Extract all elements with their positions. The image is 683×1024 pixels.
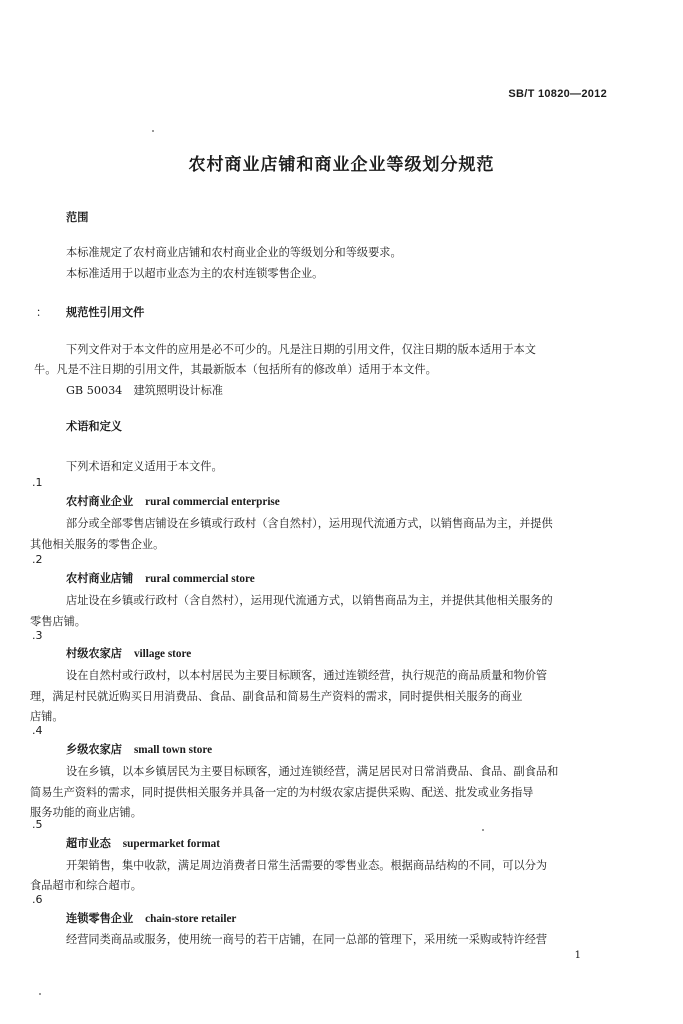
refs-heading-number: ： bbox=[36, 306, 48, 319]
term-definition-line: 其他相关服务的零售企业。 bbox=[30, 538, 165, 551]
refs-heading: 规范性引用文件 bbox=[66, 306, 145, 319]
term-number: .6 bbox=[32, 893, 43, 906]
term-title bbox=[66, 645, 191, 661]
scan-speck bbox=[39, 993, 41, 995]
terms-heading: 术语和定义 bbox=[66, 420, 122, 433]
term-definition-line: 设在乡镇，以本乡镇居民为主要目标顾客，通过连锁经营，满足居民对日常消费品、食品、副食品和 bbox=[66, 765, 559, 778]
term-number: .1 bbox=[32, 476, 43, 489]
term-zh: 农村商业店铺 bbox=[66, 572, 134, 585]
term-title bbox=[66, 493, 280, 509]
term-number: .3 bbox=[32, 629, 43, 642]
terms-intro: 下列术语和定义适用于本文件。 bbox=[66, 460, 223, 473]
refs-paragraph-2: 牛。凡是不注日期的引用文件，其最新版本（包括所有的修改单）适用于本文件。 bbox=[34, 363, 437, 376]
scope-heading: 范围 bbox=[66, 211, 89, 224]
term-definition-line: 店址设在乡镇或行政村（含自然村），运用现代流通方式，以销售商品为主，并提供其他相关服务的 bbox=[66, 594, 553, 607]
term-en: rural commercial store bbox=[145, 573, 255, 585]
term-en: chain-store retailer bbox=[145, 913, 237, 925]
term-zh: 农村商业企业 bbox=[66, 495, 134, 508]
term-title bbox=[66, 835, 220, 851]
term-en: village store bbox=[133, 648, 192, 660]
term-en: rural commercial enterprise bbox=[145, 496, 280, 508]
term-en: small town store bbox=[133, 744, 213, 756]
term-en: supermarket format bbox=[122, 838, 221, 850]
term-definition-line: 设在自然村或行政村，以本村居民为主要目标顾客，通过连锁经营，执行规范的商品质量和物价管 bbox=[66, 669, 548, 682]
scope-paragraph-2: 本标准适用于以超市业态为主的农村连锁零售企业。 bbox=[66, 267, 324, 280]
standard-code: SB/T 10820—2012 bbox=[508, 88, 607, 100]
term-zh: 村级农家店 bbox=[66, 647, 122, 660]
refs-standard-item: GB 50034 建筑照明设计标准 bbox=[66, 384, 223, 397]
term-definition-line: 食品超市和综合超市。 bbox=[30, 879, 142, 892]
scope-paragraph-1: 本标准规定了农村商业店铺和农村商业企业的等级划分和等级要求。 bbox=[66, 246, 402, 259]
term-definition-line: 经营同类商品或服务，使用统一商号的若干店铺，在同一总部的管理下，采用统一采购或特许经营 bbox=[66, 933, 548, 946]
term-definition-line: 店铺。 bbox=[30, 710, 64, 723]
term-number: .4 bbox=[32, 724, 43, 737]
term-definition-line: 开架销售，集中收款，满足周边消费者日常生活需要的零售业态。根据商品结构的不同，可以分为 bbox=[66, 859, 548, 872]
term-number: .5 bbox=[32, 818, 43, 831]
refs-paragraph-1: 下列文件对于本文件的应用是必不可少的。凡是注日期的引用文件，仅注日期的版本适用于本文 bbox=[66, 343, 536, 356]
term-title bbox=[66, 910, 236, 926]
term-number: .2 bbox=[32, 553, 43, 566]
term-zh: 连锁零售企业 bbox=[66, 912, 134, 925]
term-definition-line: 简易生产资料的需求，同时提供相关服务并具备一定的为村级农家店提供采购、配送、批发或业务指导 bbox=[30, 786, 534, 799]
scan-speck bbox=[152, 130, 154, 132]
term-definition-line: 部分或全部零售店铺设在乡镇或行政村（含自然村），运用现代流通方式，以销售商品为主，并提供 bbox=[66, 517, 553, 530]
term-definition-line: 零售店铺。 bbox=[30, 615, 86, 628]
scan-speck bbox=[482, 829, 484, 831]
document-title: 农村商业店铺和商业企业等级划分规范 bbox=[188, 155, 495, 175]
term-zh: 乡级农家店 bbox=[66, 743, 122, 756]
page-number: 1 bbox=[574, 950, 581, 961]
term-title bbox=[66, 741, 212, 757]
term-zh: 超市业态 bbox=[66, 837, 111, 850]
term-definition-line: 服务功能的商业店铺。 bbox=[30, 806, 142, 819]
term-definition-line: 理，满足村民就近购买日用消费品、食品、副食品和简易生产资料的需求，同时提供相关服务的商业 bbox=[30, 690, 523, 703]
term-title bbox=[66, 570, 255, 586]
